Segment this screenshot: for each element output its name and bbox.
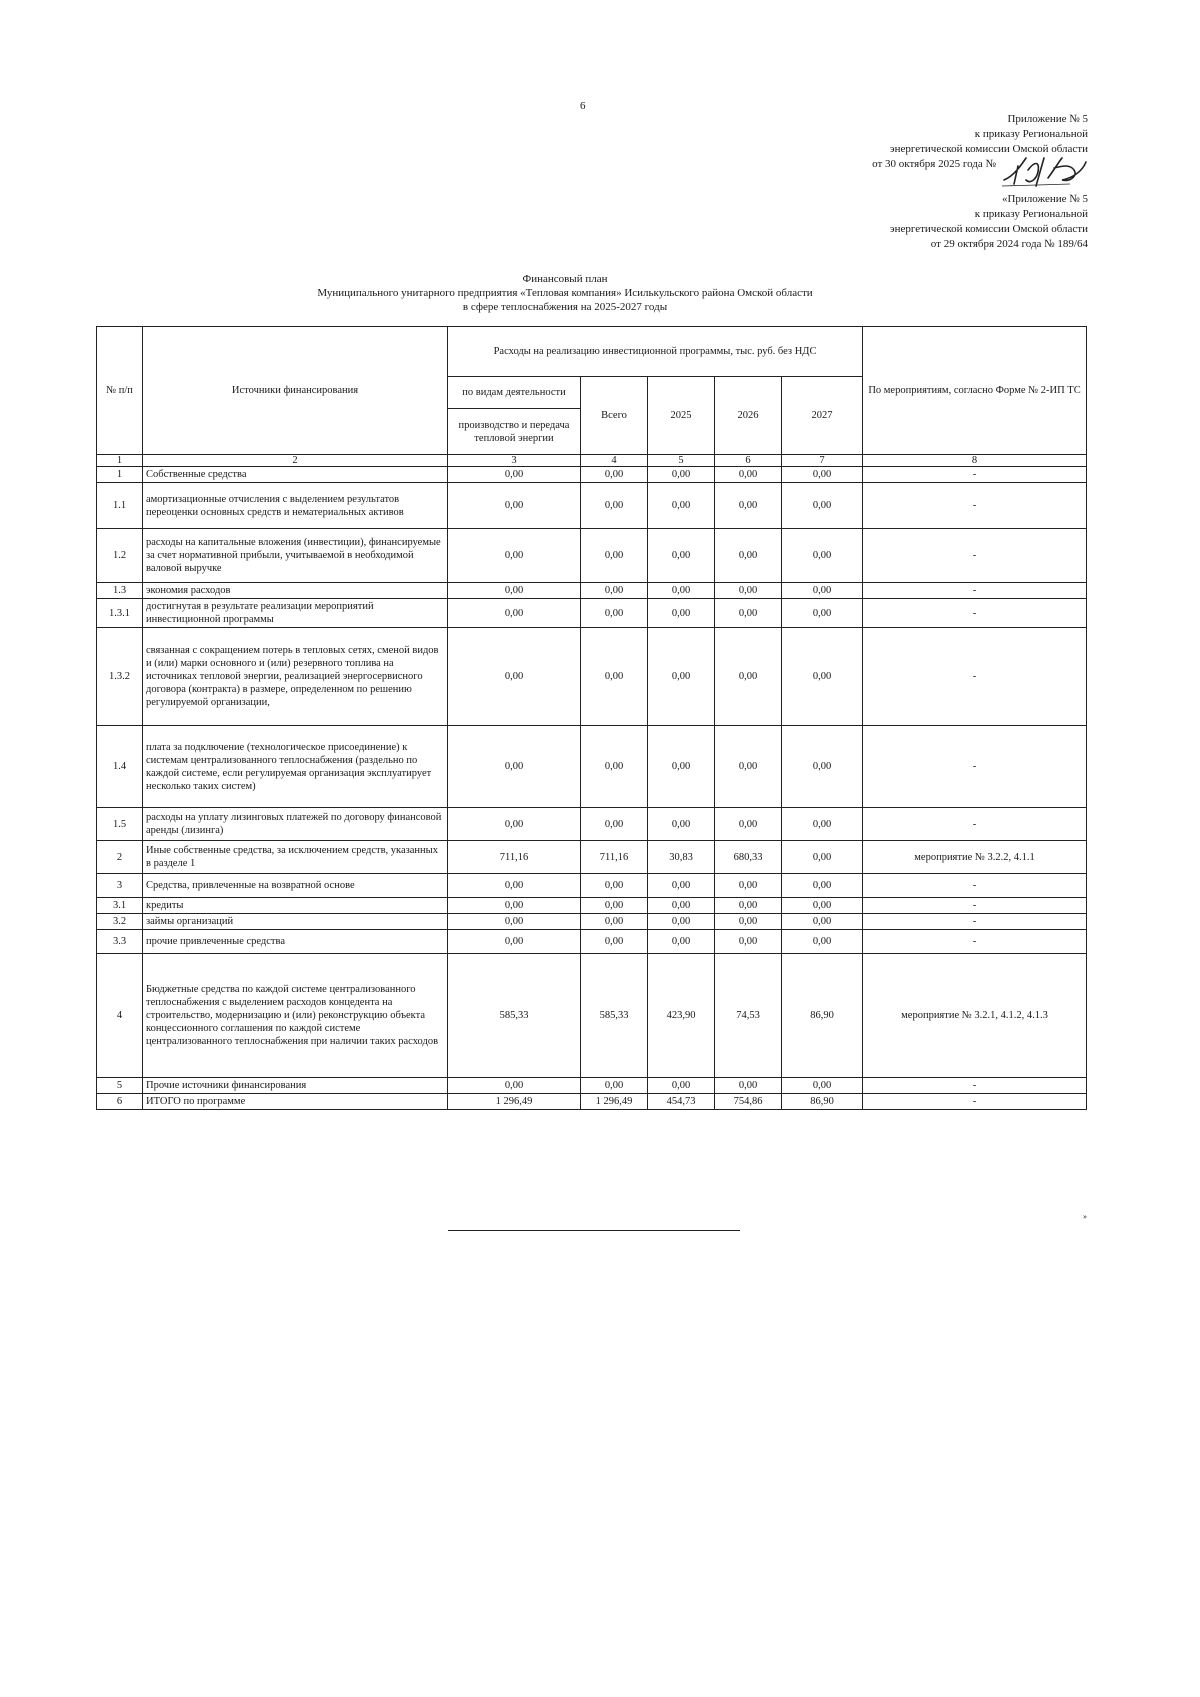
row-measure: -: [863, 914, 1087, 930]
row-source: расходы на капитальные вложения (инвестиции), финансируемые за счет нормативной прибыли, учитываемой в необходимой валовой выручке: [143, 529, 448, 583]
row-number: 1.2: [97, 529, 143, 583]
row-production-value: 0,00: [448, 1078, 581, 1094]
row-2026-value: 74,53: [715, 954, 782, 1078]
row-total-value: 0,00: [581, 808, 648, 841]
table-row: [97, 583, 1087, 599]
row-total-value: 0,00: [581, 467, 648, 483]
row-total-value: 0,00: [581, 628, 648, 726]
table-row: [97, 930, 1087, 954]
approval-line: «Приложение № 5: [1001, 193, 1088, 205]
row-source: амортизационные отчисления с выделением результатов переоценки основных средств и нематериальных активов: [143, 483, 448, 529]
row-2026-value: 754,86: [715, 1094, 782, 1110]
row-2027-value: 86,90: [782, 954, 863, 1078]
page-number: 6: [580, 100, 586, 112]
header-total: Всего: [581, 377, 648, 455]
row-production-value: 0,00: [448, 483, 581, 529]
row-2025-value: 0,00: [648, 914, 715, 930]
row-2026-value: 0,00: [715, 628, 782, 726]
row-2026-value: 0,00: [715, 726, 782, 808]
financial-plan-table-wrap: [96, 326, 1086, 1110]
table-row: [97, 808, 1087, 841]
row-total-value: 0,00: [581, 599, 648, 628]
column-number: 7: [782, 455, 863, 467]
row-total-value: 711,16: [581, 841, 648, 874]
row-source: ИТОГО по программе: [143, 1094, 448, 1110]
column-numbers-row: [97, 455, 1087, 467]
row-production-value: 0,00: [448, 914, 581, 930]
row-2025-value: 0,00: [648, 599, 715, 628]
row-total-value: 0,00: [581, 898, 648, 914]
table-row: [97, 898, 1087, 914]
row-production-value: 0,00: [448, 874, 581, 898]
row-number: 3.3: [97, 930, 143, 954]
row-2027-value: 0,00: [782, 1078, 863, 1094]
approval-block-previous: [890, 192, 1088, 252]
approval-date: от 30 октября 2025 года №: [872, 158, 996, 170]
row-2027-value: 0,00: [782, 874, 863, 898]
header-by-activity: по видам деятельности: [448, 377, 581, 409]
row-measure: -: [863, 808, 1087, 841]
row-2025-value: 0,00: [648, 874, 715, 898]
row-measure: -: [863, 583, 1087, 599]
table-row: [97, 529, 1087, 583]
title-line: в сфере теплоснабжения на 2025-2027 годы: [462, 301, 668, 313]
table-row: [97, 483, 1087, 529]
row-total-value: 0,00: [581, 914, 648, 930]
row-measure: мероприятие № 3.2.1, 4.1.2, 4.1.3: [863, 954, 1087, 1078]
table-row: [97, 841, 1087, 874]
row-measure: -: [863, 1094, 1087, 1110]
row-measure: -: [863, 599, 1087, 628]
row-2026-value: 0,00: [715, 599, 782, 628]
row-2025-value: 454,73: [648, 1094, 715, 1110]
row-2025-value: 0,00: [648, 583, 715, 599]
row-total-value: 0,00: [581, 1078, 648, 1094]
document-title: [240, 272, 890, 314]
row-total-value: 0,00: [581, 726, 648, 808]
row-number: 1.5: [97, 808, 143, 841]
row-number: 1.3.2: [97, 628, 143, 726]
table-row: [97, 1094, 1087, 1110]
handwritten-signature: [1000, 150, 1090, 190]
row-measure: -: [863, 874, 1087, 898]
table-row: [97, 726, 1087, 808]
row-production-value: 711,16: [448, 841, 581, 874]
column-number: 4: [581, 455, 648, 467]
table-row: [97, 954, 1087, 1078]
row-source: связанная с сокращением потерь в тепловых сетях, сменой видов и (или) марки основного и (или) резервного топлива на источниках тепловой энергии, реализацией энергосервисного договора (контракта) в размере, определенном по решению регулируемой организации,: [143, 628, 448, 726]
row-source: займы организаций: [143, 914, 448, 930]
row-2027-value: 86,90: [782, 1094, 863, 1110]
closing-quote-mark: »: [1083, 1212, 1087, 1221]
row-total-value: 0,00: [581, 483, 648, 529]
row-production-value: 0,00: [448, 599, 581, 628]
row-source: прочие привлеченные средства: [143, 930, 448, 954]
approval-line: Приложение № 5: [1007, 113, 1088, 125]
row-production-value: 0,00: [448, 808, 581, 841]
row-production-value: 0,00: [448, 529, 581, 583]
row-production-value: 0,00: [448, 726, 581, 808]
row-2025-value: 0,00: [648, 898, 715, 914]
row-2027-value: 0,00: [782, 930, 863, 954]
row-measure: -: [863, 930, 1087, 954]
table-row: [97, 1078, 1087, 1094]
row-2025-value: 0,00: [648, 529, 715, 583]
row-total-value: 0,00: [581, 874, 648, 898]
row-measure: -: [863, 898, 1087, 914]
row-number: 3.2: [97, 914, 143, 930]
header-year-2025: 2025: [648, 377, 715, 455]
row-measure: -: [863, 726, 1087, 808]
closing-line: [448, 1230, 740, 1231]
row-2025-value: 0,00: [648, 930, 715, 954]
header-num: № п/п: [97, 327, 143, 455]
row-source: расходы на уплату лизинговых платежей по договору финансовой аренды (лизинга): [143, 808, 448, 841]
row-2027-value: 0,00: [782, 628, 863, 726]
row-2025-value: 0,00: [648, 483, 715, 529]
row-2027-value: 0,00: [782, 914, 863, 930]
title-line: Муниципального унитарного предприятия «Тепловая компания» Исилькульского района Омской области: [317, 287, 813, 299]
row-2027-value: 0,00: [782, 483, 863, 529]
row-number: 5: [97, 1078, 143, 1094]
header-year-2026: 2026: [715, 377, 782, 455]
row-measure: мероприятие № 3.2.2, 4.1.1: [863, 841, 1087, 874]
row-2026-value: 0,00: [715, 930, 782, 954]
column-number: 8: [863, 455, 1087, 467]
row-number: 3: [97, 874, 143, 898]
column-number: 2: [143, 455, 448, 467]
approval-line: к приказу Региональной: [974, 208, 1088, 220]
column-number: 1: [97, 455, 143, 467]
row-2026-value: 0,00: [715, 914, 782, 930]
row-number: 1.3.1: [97, 599, 143, 628]
row-source: достигнутая в результате реализации мероприятий инвестиционной программы: [143, 599, 448, 628]
row-2027-value: 0,00: [782, 583, 863, 599]
row-2025-value: 0,00: [648, 726, 715, 808]
row-source: Собственные средства: [143, 467, 448, 483]
column-number: 5: [648, 455, 715, 467]
approval-line: энергетической комиссии Омской области: [889, 143, 1088, 155]
row-2026-value: 0,00: [715, 583, 782, 599]
financial-plan-table: [96, 326, 1087, 1110]
row-source: Прочие источники финансирования: [143, 1078, 448, 1094]
row-measure: -: [863, 467, 1087, 483]
table-row: [97, 467, 1087, 483]
row-production-value: 1 296,49: [448, 1094, 581, 1110]
row-number: 1.3: [97, 583, 143, 599]
row-2026-value: 0,00: [715, 467, 782, 483]
row-total-value: 1 296,49: [581, 1094, 648, 1110]
column-number: 6: [715, 455, 782, 467]
table-row: [97, 914, 1087, 930]
row-2027-value: 0,00: [782, 841, 863, 874]
row-2026-value: 0,00: [715, 483, 782, 529]
row-2027-value: 0,00: [782, 726, 863, 808]
row-production-value: 0,00: [448, 930, 581, 954]
row-production-value: 0,00: [448, 628, 581, 726]
row-2027-value: 0,00: [782, 467, 863, 483]
row-production-value: 0,00: [448, 583, 581, 599]
approval-line: энергетической комиссии Омской области: [889, 223, 1088, 235]
row-production-value: 0,00: [448, 898, 581, 914]
row-number: 1: [97, 467, 143, 483]
header-source: Источники финансирования: [143, 327, 448, 455]
header-expenses: Расходы на реализацию инвестиционной программы, тыс. руб. без НДС: [448, 327, 863, 377]
row-2026-value: 0,00: [715, 808, 782, 841]
table-row: [97, 599, 1087, 628]
row-production-value: 0,00: [448, 467, 581, 483]
row-2026-value: 680,33: [715, 841, 782, 874]
row-number: 4: [97, 954, 143, 1078]
row-number: 3.1: [97, 898, 143, 914]
row-total-value: 0,00: [581, 529, 648, 583]
row-2027-value: 0,00: [782, 898, 863, 914]
row-2026-value: 0,00: [715, 874, 782, 898]
row-source: кредиты: [143, 898, 448, 914]
row-source: Бюджетные средства по каждой системе централизованного теплоснабжения с выделением расходов концедента на строительство, модернизацию и (или) реконструкцию объекта концессионного соглашения по каждой системе централизованного теплоснабжения при наличии таких расходов: [143, 954, 448, 1078]
row-2027-value: 0,00: [782, 808, 863, 841]
row-2025-value: 30,83: [648, 841, 715, 874]
row-measure: -: [863, 1078, 1087, 1094]
row-measure: -: [863, 529, 1087, 583]
table-row: [97, 628, 1087, 726]
row-number: 2: [97, 841, 143, 874]
row-2026-value: 0,00: [715, 1078, 782, 1094]
title-line: Финансовый план: [522, 273, 608, 285]
table-row: [97, 874, 1087, 898]
row-2027-value: 0,00: [782, 599, 863, 628]
column-number: 3: [448, 455, 581, 467]
row-2026-value: 0,00: [715, 529, 782, 583]
approval-line: к приказу Региональной: [974, 128, 1088, 140]
row-measure: -: [863, 483, 1087, 529]
row-2025-value: 0,00: [648, 1078, 715, 1094]
row-source: Средства, привлеченные на возвратной основе: [143, 874, 448, 898]
header-measures: По мероприятиям, согласно Форме № 2-ИП ТС: [863, 327, 1087, 455]
row-2025-value: 0,00: [648, 467, 715, 483]
row-source: Иные собственные средства, за исключением средств, указанных в разделе 1: [143, 841, 448, 874]
row-total-value: 0,00: [581, 930, 648, 954]
row-2026-value: 0,00: [715, 898, 782, 914]
row-total-value: 0,00: [581, 583, 648, 599]
approval-line: от 29 октября 2024 года № 189/64: [930, 238, 1088, 250]
row-source: плата за подключение (технологическое присоединение) к системам централизованного теплоснабжения (раздельно по каждой системе, если регулируемая организация эксплуатирует несколько таких систем): [143, 726, 448, 808]
row-production-value: 585,33: [448, 954, 581, 1078]
row-2027-value: 0,00: [782, 529, 863, 583]
row-number: 6: [97, 1094, 143, 1110]
header-production: производство и передача тепловой энергии: [448, 409, 581, 455]
row-measure: -: [863, 628, 1087, 726]
row-number: 1.4: [97, 726, 143, 808]
row-2025-value: 0,00: [648, 628, 715, 726]
row-2025-value: 0,00: [648, 808, 715, 841]
row-2025-value: 423,90: [648, 954, 715, 1078]
row-total-value: 585,33: [581, 954, 648, 1078]
row-source: экономия расходов: [143, 583, 448, 599]
header-year-2027: 2027: [782, 377, 863, 455]
row-number: 1.1: [97, 483, 143, 529]
